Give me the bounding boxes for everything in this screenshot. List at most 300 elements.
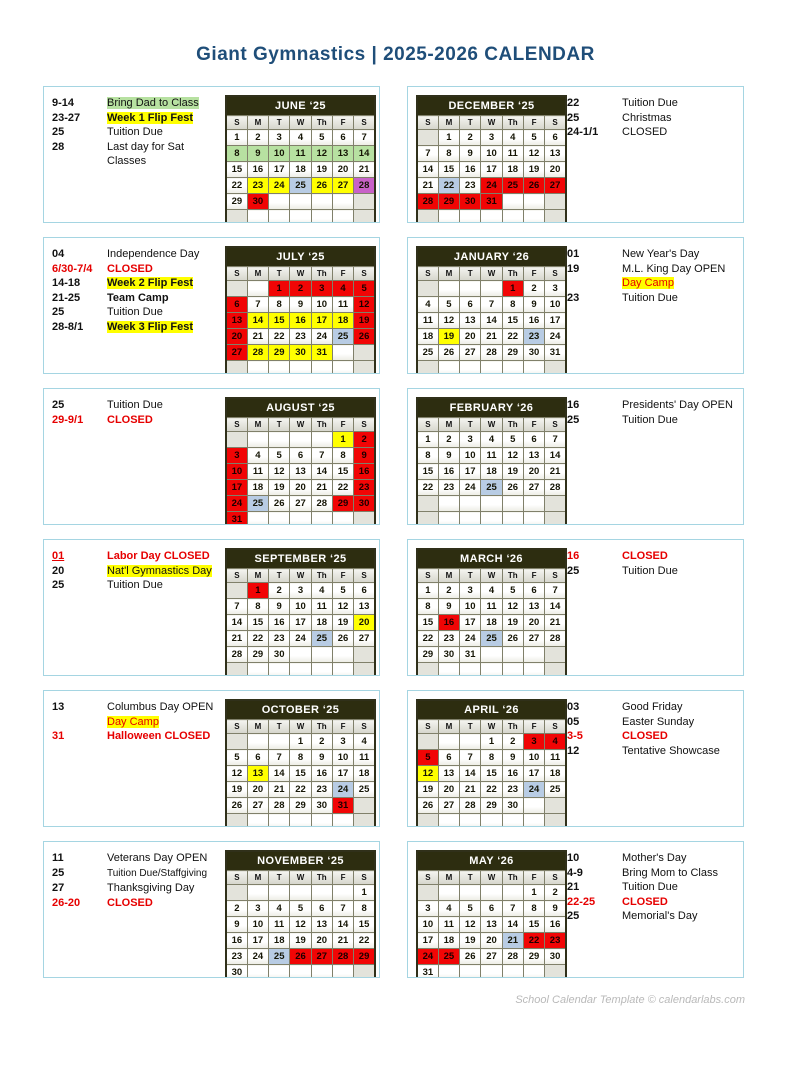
month-title: NOVEMBER ‘25 [226,851,375,871]
note-text: CLOSED [622,895,668,908]
weekday-header: T [269,720,290,734]
day-cell: 12 [332,599,353,615]
note-date: 12 [567,744,580,757]
day-cell: 28 [354,178,375,194]
day-cell: 6 [226,297,247,313]
day-cell: 15 [417,615,438,631]
note-text: Tuition Due [622,97,678,109]
day-cell: 1 [332,432,353,448]
day-cell: 29 [332,496,353,512]
weekday-header: F [332,116,353,130]
day-cell: 30 [460,194,481,210]
day-cell: 2 [354,432,375,448]
weekday-header: T [269,418,290,432]
day-cell: 25 [438,949,459,965]
empty-day-cell [502,194,523,210]
note-row [567,909,740,924]
day-cell: 8 [269,297,290,313]
empty-day-cell [354,814,375,828]
note-row [567,413,740,428]
weekday-header: T [460,116,481,130]
day-cell: 27 [460,345,481,361]
day-cell: 31 [332,798,353,814]
month-title: FEBRUARY ‘26 [417,398,566,418]
empty-day-cell [545,210,566,224]
day-cell: 4 [438,901,459,917]
note-row [567,276,740,291]
empty-day-cell [481,814,502,828]
note-text: Day Camp [622,277,674,289]
day-cell: 9 [269,599,290,615]
day-cell: 22 [247,631,268,647]
day-cell: 7 [226,599,247,615]
note-date: 29-9/1 [52,413,84,426]
day-cell: 28 [417,194,438,210]
day-cell: 13 [523,448,544,464]
day-cell: 31 [226,512,247,526]
empty-day-cell [545,496,566,512]
weekday-header: F [332,569,353,583]
day-cell: 28 [226,647,247,663]
day-cell: 26 [226,798,247,814]
empty-day-cell [290,885,311,901]
day-cell: 20 [481,933,502,949]
day-cell: 8 [332,448,353,464]
note-text: Tuition Due [107,399,163,411]
day-cell: 14 [247,313,268,329]
empty-day-cell [545,512,566,526]
empty-day-cell [417,281,438,297]
empty-day-cell [354,512,375,526]
month-section-september-25 [43,539,380,676]
day-cell: 29 [290,798,311,814]
empty-day-cell [247,281,268,297]
calendar-september-25 [225,548,376,676]
day-cell: 2 [269,583,290,599]
weekday-header: F [523,569,544,583]
day-cell: 21 [226,631,247,647]
note-text: Bring Mom to Class [622,866,718,879]
day-cell: 30 [545,949,566,965]
day-cell: 17 [481,162,502,178]
empty-day-cell [332,814,353,828]
empty-day-cell [226,281,247,297]
day-cell: 16 [290,313,311,329]
note-date: 23 [567,291,580,304]
empty-day-cell [438,512,459,526]
empty-day-cell [460,663,481,677]
day-cell: 26 [523,178,544,194]
note-row [52,140,225,169]
empty-day-cell [545,965,566,979]
weekday-header: F [332,720,353,734]
day-cell: 31 [481,194,502,210]
day-cell: 10 [460,599,481,615]
note-row [52,881,225,896]
note-date: 25 [567,910,580,922]
note-row [567,866,740,881]
empty-day-cell [354,965,375,979]
day-cell: 22 [417,631,438,647]
note-date: 03 [567,701,580,713]
note-date: 25 [52,306,65,318]
day-cell: 4 [311,583,332,599]
day-cell: 4 [481,583,502,599]
weekday-header: S [226,720,247,734]
weekday-header: S [417,116,438,130]
day-cell: 2 [247,130,268,146]
day-cell: 15 [226,162,247,178]
day-cell: 25 [247,496,268,512]
day-cell: 17 [290,615,311,631]
weekday-header: S [354,871,375,885]
day-cell: 6 [438,750,459,766]
empty-day-cell [502,885,523,901]
day-cell: 21 [417,178,438,194]
empty-day-cell [311,814,332,828]
day-cell: 24 [269,178,290,194]
empty-day-cell [311,194,332,210]
day-cell: 12 [438,313,459,329]
weekday-header: F [523,720,544,734]
day-cell: 21 [311,480,332,496]
month-notes [567,245,740,305]
day-cell: 17 [332,766,353,782]
empty-day-cell [247,814,268,828]
calendar-november-25 [225,850,376,978]
empty-day-cell [460,361,481,375]
day-cell: 15 [354,917,375,933]
day-cell: 29 [523,949,544,965]
note-row [567,564,740,579]
day-cell: 16 [438,615,459,631]
empty-day-cell [311,512,332,526]
note-date: 04 [52,248,65,260]
empty-day-cell [438,361,459,375]
empty-day-cell [481,496,502,512]
day-cell: 14 [545,448,566,464]
day-cell: 1 [247,583,268,599]
day-cell: 19 [311,162,332,178]
day-cell: 30 [502,798,523,814]
day-cell: 22 [523,933,544,949]
empty-day-cell [417,210,438,224]
day-cell: 20 [332,162,353,178]
month-title: DECEMBER ‘25 [417,96,566,116]
day-cell: 30 [290,345,311,361]
weekday-header: Th [311,418,332,432]
weekday-header: W [290,569,311,583]
day-cell: 6 [481,901,502,917]
note-date: 31 [52,730,65,742]
note-row [567,111,740,126]
day-cell: 23 [523,329,544,345]
day-cell: 25 [502,178,523,194]
day-cell: 3 [460,432,481,448]
empty-day-cell [226,663,247,677]
day-cell: 16 [247,162,268,178]
weekday-header: M [438,418,459,432]
day-cell: 23 [438,480,459,496]
day-cell: 30 [247,194,268,210]
day-cell: 10 [311,297,332,313]
empty-day-cell [332,663,353,677]
day-cell: 20 [438,782,459,798]
day-cell: 8 [247,599,268,615]
day-cell: 10 [523,750,544,766]
month-title: MAY ‘26 [417,851,566,871]
empty-day-cell [417,130,438,146]
note-date: 21 [567,881,580,893]
empty-day-cell [502,496,523,512]
note-row [52,896,225,911]
day-cell: 3 [290,583,311,599]
empty-day-cell [332,512,353,526]
note-row [567,715,740,730]
day-cell: 25 [481,480,502,496]
weekday-header: M [247,720,268,734]
note-text: M.L. King Day OPEN [622,262,726,275]
note-row [567,880,740,895]
day-cell: 23 [311,782,332,798]
empty-day-cell [290,361,311,375]
weekday-header: Th [502,720,523,734]
day-cell: 7 [460,750,481,766]
day-cell: 28 [502,949,523,965]
day-cell: 21 [269,782,290,798]
empty-day-cell [269,361,290,375]
day-cell: 3 [523,734,544,750]
calendar-december-25 [416,95,567,223]
empty-day-cell [417,361,438,375]
empty-day-cell [545,194,566,210]
day-cell: 4 [354,734,375,750]
note-row [52,247,225,262]
weekday-header: W [481,720,502,734]
day-cell: 30 [269,647,290,663]
weekday-header: S [354,267,375,281]
day-cell: 23 [269,631,290,647]
weekday-header: Th [502,569,523,583]
day-cell: 24 [460,631,481,647]
day-cell: 22 [354,933,375,949]
note-text: Tuition Due [622,564,678,577]
day-cell: 29 [247,647,268,663]
day-cell: 27 [311,949,332,965]
empty-day-cell [438,496,459,512]
day-cell: 7 [247,297,268,313]
empty-day-cell [481,885,502,901]
empty-day-cell [354,798,375,814]
day-cell: 19 [523,162,544,178]
day-cell: 22 [290,782,311,798]
day-cell: 1 [290,734,311,750]
weekday-header: F [523,116,544,130]
note-date: 16 [567,399,580,411]
note-text: Thanksgiving Day [107,882,195,894]
day-cell: 23 [354,480,375,496]
day-cell: 17 [226,480,247,496]
day-cell: 27 [354,631,375,647]
day-cell: 3 [247,901,268,917]
note-date: 01 [567,248,580,260]
day-cell: 21 [545,615,566,631]
day-cell: 7 [311,448,332,464]
weekday-header: Th [311,569,332,583]
empty-day-cell [481,281,502,297]
day-cell: 1 [523,885,544,901]
day-cell: 20 [226,329,247,345]
day-cell: 31 [460,647,481,663]
day-cell: 24 [523,782,544,798]
day-cell: 6 [311,901,332,917]
note-row [52,729,225,744]
day-cell: 5 [417,750,438,766]
day-cell: 5 [438,297,459,313]
day-cell: 12 [354,297,375,313]
empty-day-cell [438,965,459,979]
empty-day-cell [226,361,247,375]
note-date [567,276,622,291]
day-cell: 7 [481,297,502,313]
empty-day-cell [502,965,523,979]
day-cell: 9 [545,901,566,917]
day-cell: 20 [545,162,566,178]
day-cell: 21 [502,933,523,949]
note-text: Presidents' Day OPEN [622,399,733,411]
day-cell: 13 [354,599,375,615]
note-text: Halloween CLOSED [107,730,211,742]
note-text: CLOSED [622,126,668,138]
day-cell: 1 [502,281,523,297]
day-cell: 19 [354,313,375,329]
day-cell: 10 [226,464,247,480]
weekday-header: S [545,267,566,281]
note-text: New Year's Day [622,248,700,260]
empty-day-cell [247,361,268,375]
empty-day-cell [269,663,290,677]
empty-day-cell [269,512,290,526]
month-notes [52,547,225,593]
day-cell: 24 [460,480,481,496]
month-title: JUNE ‘25 [226,96,375,116]
note-date: 25 [567,413,580,426]
day-cell: 2 [523,281,544,297]
month-section-august-25 [43,388,380,525]
day-cell: 3 [311,281,332,297]
day-cell: 20 [290,480,311,496]
note-date: 23-27 [52,111,81,124]
day-cell: 26 [460,949,481,965]
empty-day-cell [460,814,481,828]
day-cell: 19 [438,329,459,345]
note-text: Mother's Day [622,852,687,864]
day-cell: 22 [332,480,353,496]
empty-day-cell [311,965,332,979]
day-cell: 27 [332,178,353,194]
note-text: Tuition Due [107,306,163,318]
day-cell: 15 [481,766,502,782]
weekday-header: W [290,720,311,734]
note-row [567,96,740,111]
empty-day-cell [354,194,375,210]
empty-day-cell [417,663,438,677]
empty-day-cell [332,647,353,663]
day-cell: 23 [290,329,311,345]
day-cell: 23 [226,949,247,965]
day-cell: 2 [502,734,523,750]
day-cell: 5 [290,901,311,917]
day-cell: 11 [269,917,290,933]
weekday-header: W [481,871,502,885]
day-cell: 23 [460,178,481,194]
empty-day-cell [502,647,523,663]
day-cell: 2 [438,583,459,599]
day-cell: 27 [247,798,268,814]
empty-day-cell [332,345,353,361]
day-cell: 29 [502,345,523,361]
weekday-header: M [247,569,268,583]
note-row [52,320,225,335]
day-cell: 15 [290,766,311,782]
empty-day-cell [354,663,375,677]
note-row [52,851,225,866]
day-cell: 11 [481,448,502,464]
note-row [567,744,740,759]
day-cell: 6 [523,583,544,599]
day-cell: 5 [502,432,523,448]
month-section-january-26 [407,237,744,374]
day-cell: 15 [247,615,268,631]
day-cell: 11 [438,917,459,933]
day-cell: 1 [417,432,438,448]
weekday-header: S [417,267,438,281]
note-date: 26-20 [52,896,81,909]
day-cell: 21 [354,162,375,178]
day-cell: 30 [226,965,247,979]
day-cell: 8 [417,448,438,464]
day-cell: 25 [290,178,311,194]
day-cell: 13 [226,313,247,329]
month-title: JANUARY ‘26 [417,247,566,267]
weekday-header: W [481,569,502,583]
empty-day-cell [460,210,481,224]
day-cell: 22 [438,178,459,194]
note-row [52,96,225,111]
day-cell: 8 [502,297,523,313]
empty-day-cell [332,885,353,901]
weekday-header: S [354,116,375,130]
day-cell: 28 [545,631,566,647]
empty-day-cell [354,361,375,375]
weekday-header: S [354,720,375,734]
day-cell: 8 [438,146,459,162]
day-cell: 14 [460,766,481,782]
note-row [52,578,225,593]
day-cell: 16 [545,917,566,933]
month-title: OCTOBER ‘25 [226,700,375,720]
day-cell: 26 [438,345,459,361]
empty-day-cell [545,798,566,814]
weekday-header: W [481,267,502,281]
day-cell: 17 [247,933,268,949]
day-cell: 22 [269,329,290,345]
calendar-october-25 [225,699,376,827]
day-cell: 24 [545,329,566,345]
empty-day-cell [502,663,523,677]
day-cell: 22 [502,329,523,345]
day-cell: 10 [460,448,481,464]
